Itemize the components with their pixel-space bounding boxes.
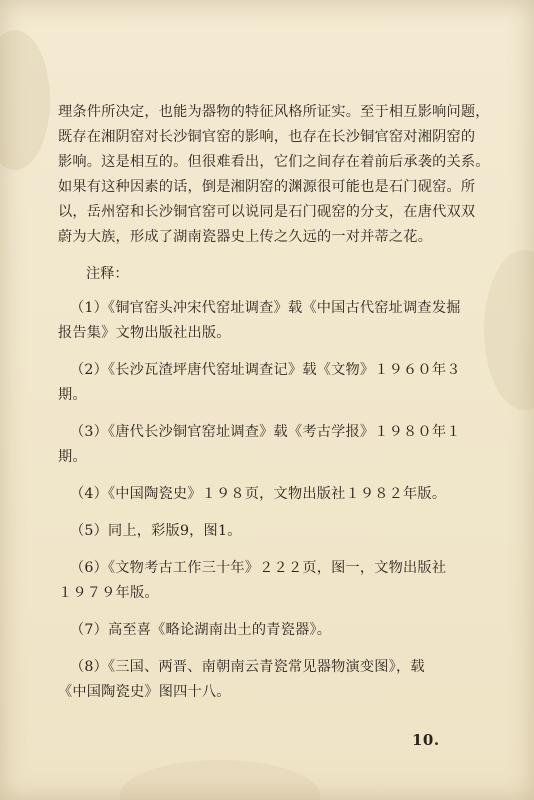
- note-3: [58, 420, 478, 470]
- note-line: （7）高至喜《略论湖南出土的青瓷器》。: [70, 622, 332, 638]
- note-5: [58, 519, 478, 544]
- note-line: （5）同上，彩版9，图1。: [70, 523, 242, 539]
- spacer: [58, 250, 478, 260]
- note-line: （1）《铜官窑头冲宋代窑址调查》载《中国古代窑址调查发掘: [70, 300, 461, 316]
- body-line: 蔚为大族，形成了湖南瓷器史上传之久远的一对并蒂之花。: [58, 229, 433, 245]
- body-line: 既存在湘阴窑对长沙铜官窑的影响，也存在长沙铜官窑对湘阴窑的: [58, 129, 476, 145]
- paper-stain: [0, 30, 50, 170]
- note-line: （2）《长沙瓦渣坪唐代窑址调查记》载《文物》１９６０年３: [70, 362, 461, 378]
- page-number: 10.: [412, 731, 440, 749]
- note-line: （8）《三国、两晋、南朝南云青瓷常见器物演变图》，载: [70, 659, 425, 675]
- note-4: [58, 482, 478, 507]
- note-6: [58, 556, 478, 606]
- note-line: 期。: [58, 387, 87, 403]
- note-line: （6）《文物考古工作三十年》２２２页，图一，文物出版社: [70, 560, 447, 576]
- body-line: 以，岳州窑和长沙铜官窑可以说同是石门砚窑的分支，在唐代双双: [58, 204, 476, 220]
- body-line: 如果有这种因素的话，倒是湘阴窑的渊源很可能也是石门砚窑。所: [58, 179, 476, 195]
- note-line: 期。: [58, 449, 87, 465]
- note-7: [58, 618, 478, 643]
- paper-stain: [484, 250, 534, 410]
- body-paragraph: [58, 100, 490, 250]
- note-line: 报告集》文物出版社出版。: [58, 325, 231, 341]
- note-line: （4）《中国陶瓷史》１９８页，文物出版社１９８２年版。: [70, 486, 447, 502]
- note-line: （3）《唐代长沙铜官窑址调查》载《考古学报》１９８０年１: [70, 424, 461, 440]
- note-1: [58, 296, 478, 346]
- body-line: 理条件所决定，也能为器物的特征风格所证实。至于相互影响问题，: [58, 104, 490, 120]
- paper-stain: [120, 760, 320, 800]
- body-line: 影响。这是相互的。但很难看出，它们之间存在着前后承袭的关系。: [58, 154, 490, 170]
- note-8: [58, 655, 478, 705]
- notes-heading: 注释：: [86, 266, 129, 282]
- note-line: １９７９年版。: [58, 585, 159, 601]
- text-block: [58, 100, 490, 705]
- note-line: 《中国陶瓷史》图四十八。: [58, 684, 231, 700]
- note-2: [58, 358, 478, 408]
